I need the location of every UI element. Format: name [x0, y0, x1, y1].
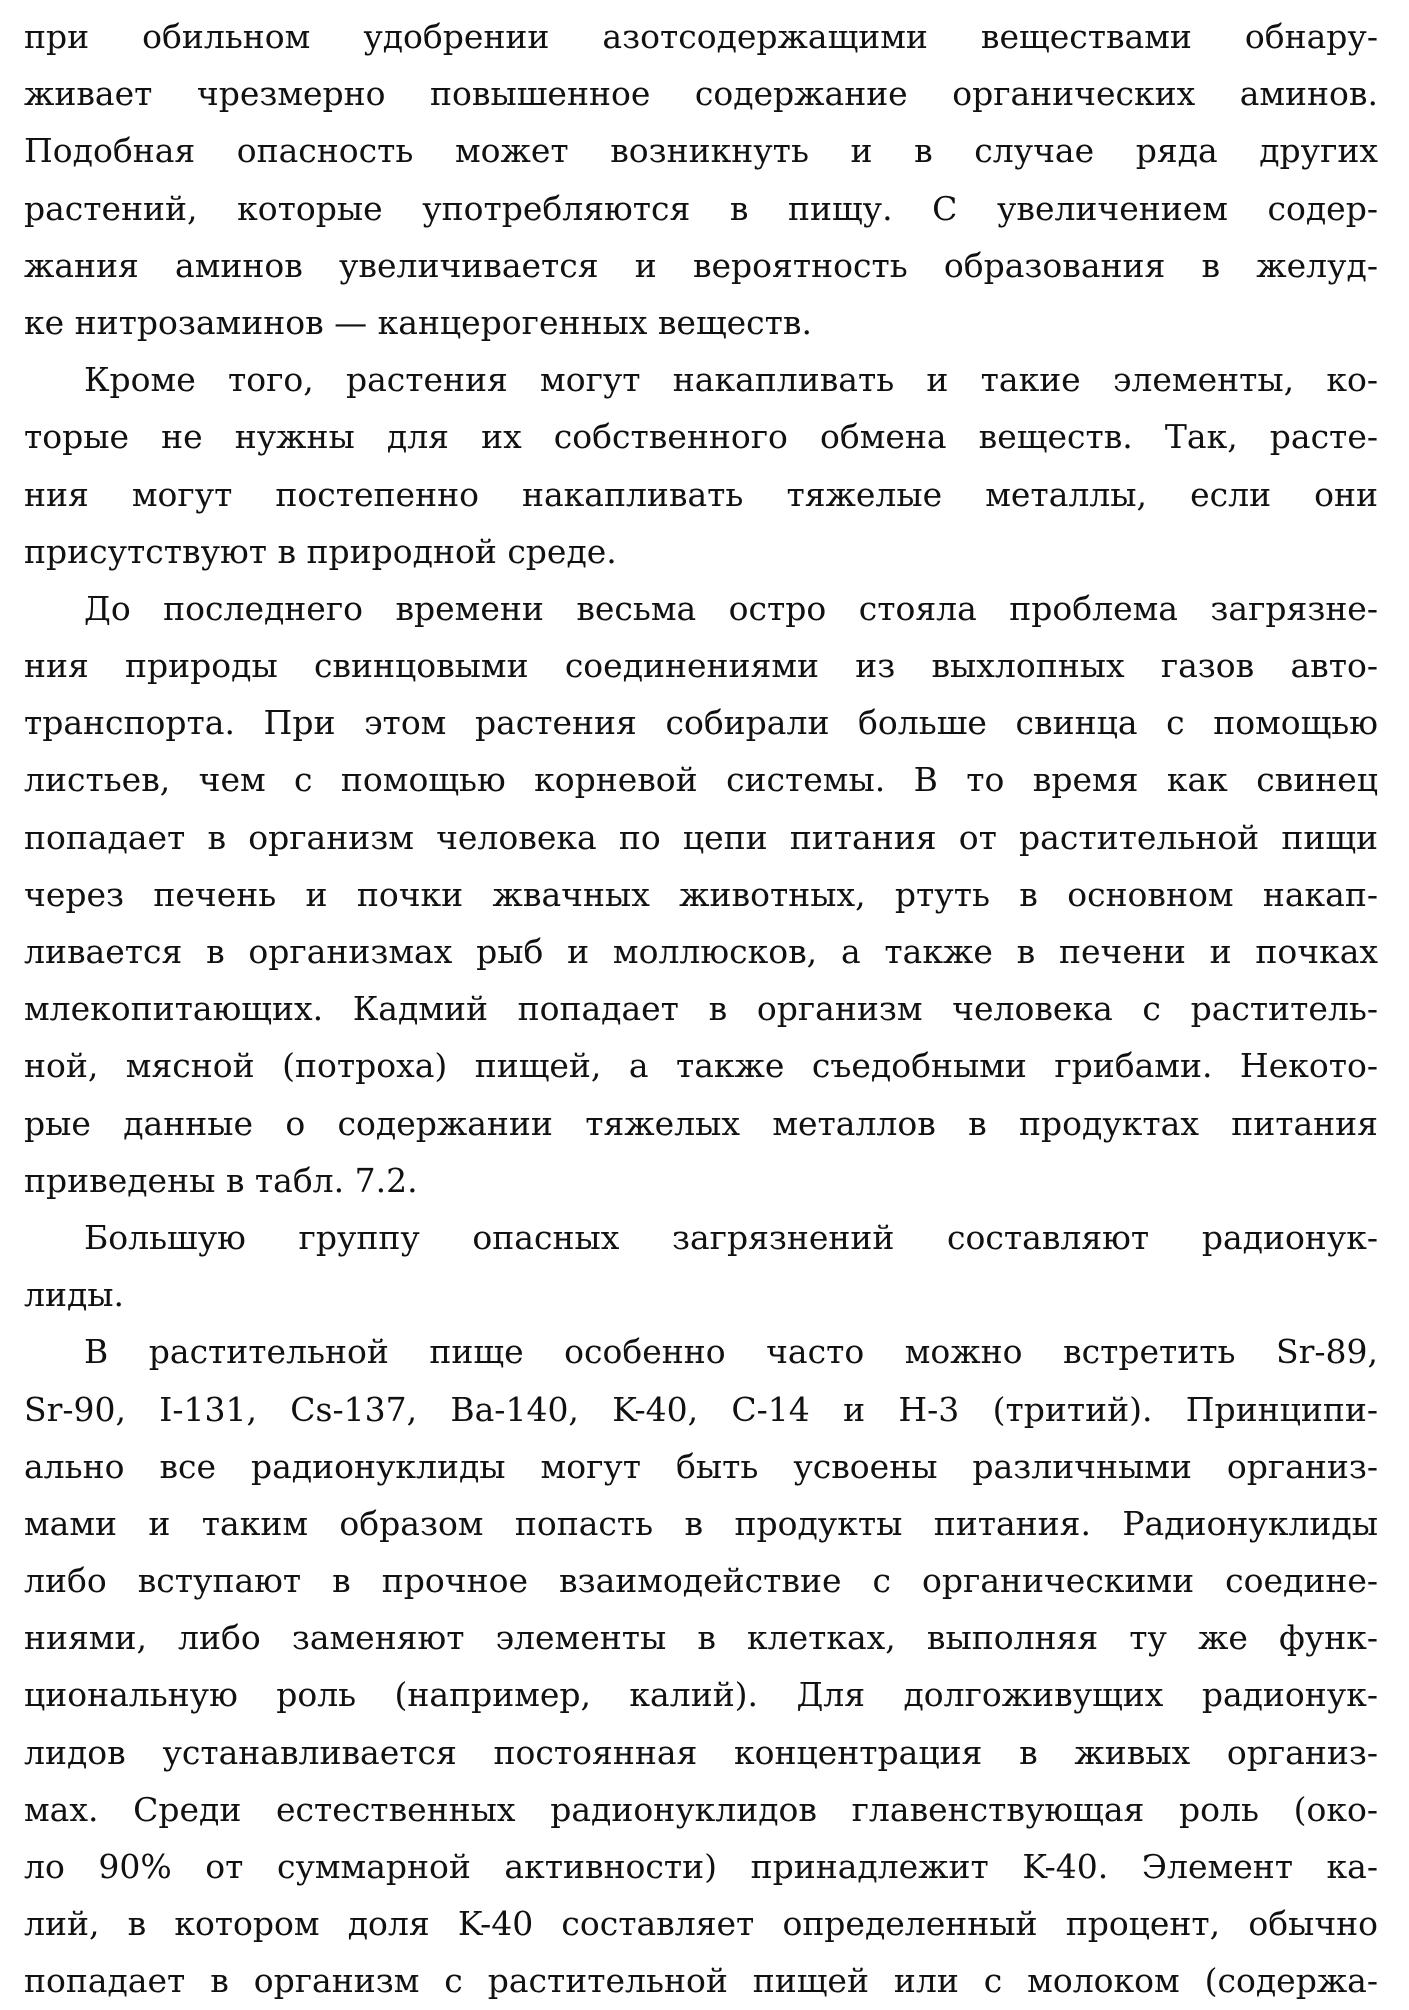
text-line: ниями, либо заменяют элементы в клетках, выполняя ту же функ- — [24, 1618, 1378, 1658]
text-line: Sr-90, I-131, Cs-137, Ba-140, K-40, C-14 и H-3 (тритий). Принципи- — [24, 1389, 1378, 1429]
text-line: торые не нужны для их собственного обмена веществ. Так, расте- — [24, 417, 1378, 457]
text-line: приведены в табл. 7.2. — [24, 1160, 418, 1200]
text-line: жания аминов увеличивается и вероятность образования в желуд- — [24, 245, 1378, 285]
text-line: либо вступают в прочное взаимодействие с органическими соедине- — [24, 1561, 1378, 1601]
text-line: ке нитрозаминов — канцерогенных веществ. — [24, 302, 812, 342]
text-line: ло 90% от суммарной активности) принадлежит K-40. Элемент ка- — [24, 1847, 1378, 1886]
text-line: ной, мясной (потроха) пищей, а также съедобными грибами. Некото- — [24, 1046, 1378, 1086]
text-line: Подобная опасность может возникнуть и в случае ряда других — [24, 131, 1378, 171]
paragraph-4 — [24, 1209, 1378, 1323]
paragraph-2 — [24, 351, 1378, 580]
text-line: Большую группу опасных загрязнений составляют радионук- — [84, 1217, 1378, 1257]
text-line: при обильном удобрении азотсодержащими веществами обнару- — [24, 17, 1378, 56]
text-line: попадает в организм человека по цепи питания от растительной пищи — [24, 817, 1378, 857]
text-line: ния природы свинцовыми соединениями из выхлопных газов авто- — [24, 646, 1378, 686]
text-line: присутствуют в природной среде. — [24, 531, 617, 571]
document-page — [24, 8, 1378, 2010]
text-line: живает чрезмерно повышенное содержание органических аминов. — [24, 74, 1378, 114]
text-line: рые данные о содержании тяжелых металлов в продуктах питания — [24, 1103, 1378, 1143]
text-line: ния могут постепенно накапливать тяжелые металлы, если они — [24, 474, 1378, 514]
text-line: листьев, чем с помощью корневой системы. В то время как свинец — [24, 760, 1378, 800]
text-line: мах. Среди естественных радионуклидов главенствующая роль (око- — [24, 1789, 1378, 1829]
paragraph-5 — [24, 1323, 1378, 2009]
paragraph-1 — [24, 8, 1378, 351]
text-line: через печень и почки жвачных животных, ртуть в основном накап- — [24, 874, 1378, 914]
text-line: ально все радионуклиды могут быть усвоены различными организ- — [24, 1446, 1378, 1486]
paragraph-3 — [24, 580, 1378, 1209]
text-line: лидов устанавливается постоянная концентрация в живых организ- — [24, 1732, 1378, 1772]
text-line: лиды. — [24, 1275, 125, 1315]
text-line: растений, которые употребляются в пищу. С увеличением содер- — [24, 188, 1378, 228]
text-line: ливается в организмах рыб и моллюсков, а также в печени и почках — [24, 932, 1378, 971]
text-line: До последнего времени весьма остро стояла проблема загрязне- — [84, 588, 1378, 628]
text-line: лий, в котором доля K-40 составляет определенный процент, обычно — [24, 1904, 1378, 1944]
text-line: В растительной пище особенно часто можно встретить Sr-89, — [84, 1332, 1378, 1372]
text-line: млекопитающих. Кадмий попадает в организм человека с раститель- — [24, 989, 1378, 1029]
text-line: циональную роль (например, калий). Для долгоживущих радионук- — [24, 1675, 1378, 1715]
text-line: Кроме того, растения могут накапливать и такие элементы, ко- — [84, 360, 1378, 400]
text-line: транспорта. При этом растения собирали больше свинца с помощью — [24, 703, 1378, 743]
text-line: мами и таким образом попасть в продукты питания. Радионуклиды — [24, 1503, 1378, 1543]
text-line: попадает в организм с растительной пищей или с молоком (содержа- — [24, 1961, 1378, 2001]
